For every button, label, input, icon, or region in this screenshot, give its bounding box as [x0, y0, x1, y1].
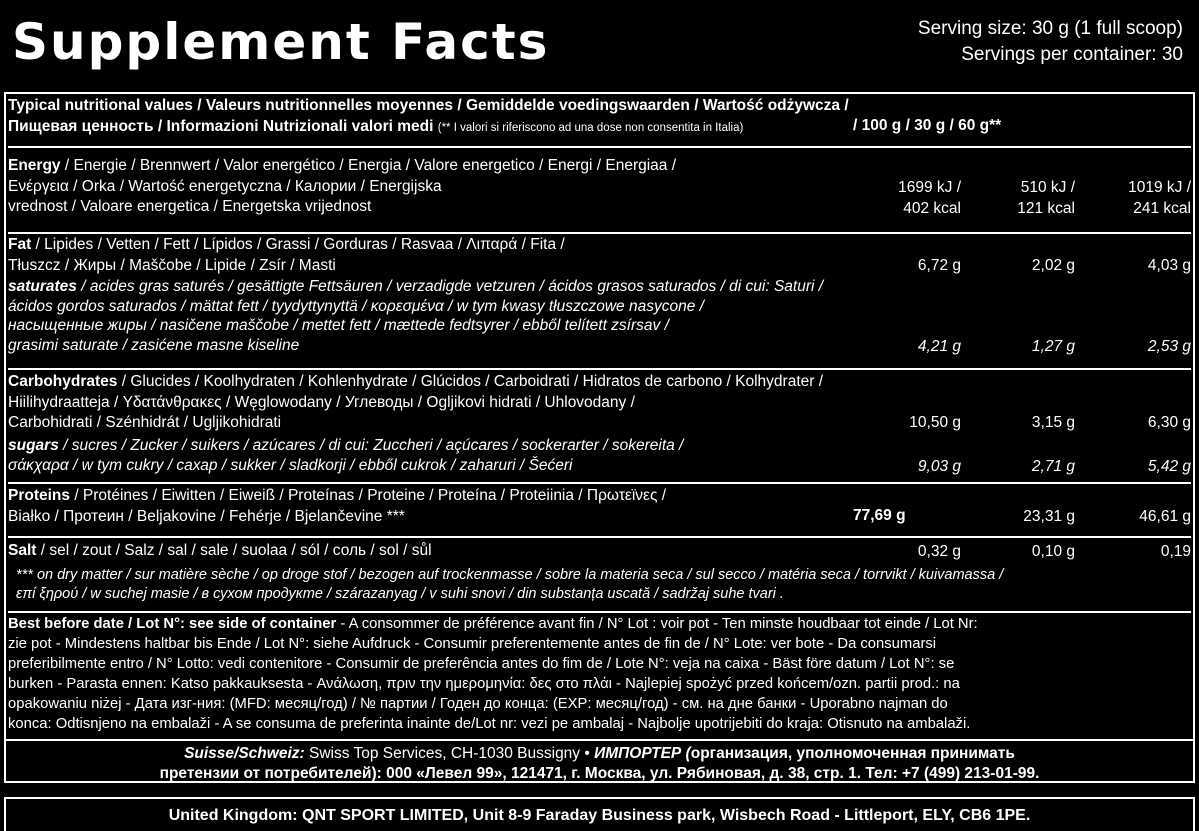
carbs-100g: 10,50 g: [909, 413, 961, 431]
header-line-2: Пищевая ценность / Informazioni Nutrizionali valori medi: [8, 117, 434, 135]
header-line-1: Typical nutritional values / Valeurs nutritionnelles moyennes / Gemiddelde voedingswaarden / Wartość odżywcza /: [8, 97, 849, 114]
salt-100g: 0,32 g: [917, 542, 961, 560]
dry-note-line-2: επί ξηρού / w suchej masie / в сухом продукте / szárazanyag / v suhi snovi / din substanța uscată / sadržaj suhe tvari .: [16, 586, 784, 602]
energy-kj-30g: 510 kJ /: [1020, 178, 1075, 196]
row-saturates: [6, 277, 1193, 357]
divider: [8, 611, 1191, 613]
salt-30g: 0,10 g: [1031, 542, 1075, 560]
fat-100g: 6,72 g: [917, 256, 961, 274]
page-title: Supplement Facts: [12, 13, 550, 71]
carbs-line-2: Hiilihydraatteja / Υδατάνθρακες / Węglowodany / Углеводы / Ogljikovi hidrati / Uhlovodany /: [8, 393, 635, 411]
importer-ru-line-1: организация, уполномоченная принимать: [690, 745, 1015, 762]
importer-ru-line-2: претензии от потребителей): 000 «Левел 99», 121471, г. Москва, ул. Рябиновая, д. 38, стр. 1. Тел: +7 (499) 213-01-99.: [159, 765, 1040, 782]
energy-line-1: / Energie / Brennwert / Valor energético / Energia / Valore energetico / Energi / Energiaa /: [60, 157, 677, 174]
proteins-30g: 23,31 g: [1023, 507, 1075, 525]
energy-kj-100g: 1699 kJ /: [898, 178, 961, 196]
salt-name: Salt: [8, 542, 37, 559]
table-header: [6, 96, 1193, 138]
best-before-line-5: opakowaniu niżej - Дата изг-ния: (MFD: месяц/год) / № партии / Годен до конца: (EXP: месяц/год) - см. на дне банки - Uporabno najman do: [8, 696, 948, 712]
best-before-title: Best before date / Lot N°: see side of container: [8, 616, 337, 632]
sugars-60g: 5,42 g: [1147, 457, 1191, 475]
carbs-60g: 6,30 g: [1147, 413, 1191, 431]
divider: [8, 232, 1191, 234]
saturates-line-1: / acides gras saturés / gesättigte Fettsäuren / verzadigde vetzuren / ácidos grasos saturados / di cui: Saturi /: [76, 278, 824, 295]
best-before-line-4: burken - Parasta ennen: Katso pakkauksesta - Ανάλωση, πριν την ημερομηνία: δες στο πλάι - Najlepiej spożyć przed końcem/ozn. partii prod.: na: [8, 676, 960, 692]
saturates-30g: 1,27 g: [1031, 337, 1075, 355]
fat-line-2: Tłuszcz / Жиры / Maščobe / Lipide / Zsír / Masti: [8, 256, 336, 274]
col-30g: / 30 g: [905, 117, 946, 134]
divider: [8, 536, 1191, 538]
energy-kcal-60g: 241 kcal: [1133, 199, 1191, 217]
carbs-name: Carbohydrates: [8, 373, 118, 390]
energy-kcal-30g: 121 kcal: [1017, 199, 1075, 217]
importer-ru-label: ИМПОРТЕР (: [594, 745, 691, 762]
sugars-line-1: / sucres / Zucker / suikers / azúcares / di cui: Zuccheri / açúcares / sockerarter / sokereita /: [58, 437, 684, 454]
saturates-60g: 2,53 g: [1147, 337, 1191, 355]
best-before-line-2: zie pot - Mindestens haltbar bis Ende / Lot N°: siehe Aufdruck - Consumir preferentemente antes de fin de / N° Lote: ver bote - Da consumarsi: [8, 636, 937, 652]
salt-line-1: / sel / zout / Salz / sal / sale / suolaa / sól / соль / sol / sůl: [36, 542, 432, 559]
sugars-30g: 2,71 g: [1031, 457, 1075, 475]
swiss-label: Suisse/Schweiz:: [184, 745, 305, 762]
best-before-line-3: preferibilmente entro / N° Lotto: vedi contenitore - Consumir de preferência antes do fim de / Lote N°: veja na caixa - Bäst före datum / Lot N°: se: [8, 656, 955, 672]
swiss-address: Swiss Top Services, CH-1030 Bussigny •: [304, 745, 595, 762]
fat-30g: 2,02 g: [1031, 256, 1075, 274]
carbs-line-3: Carbohidrati / Szénhidrát / Ugljikohidrati: [8, 414, 282, 431]
saturates-100g: 4,21 g: [917, 337, 961, 355]
sugars-name: sugars: [8, 437, 59, 454]
serving-info: [918, 16, 1183, 68]
row-proteins: [6, 486, 1193, 528]
energy-name: Energy: [8, 157, 61, 174]
sugars-100g: 9,03 g: [917, 457, 961, 475]
fat-name: Fat: [8, 236, 32, 253]
dry-matter-note: [16, 566, 1193, 604]
best-before-line-1: - A consommer de préférence avant fin / N° Lot : voir pot - Ten minste houdbaar tot einde / Lot Nr:: [336, 616, 978, 632]
row-sugars: [6, 436, 1193, 477]
uk-info: United Kingdom: QNT SPORT LIMITED, Unit 8-9 Faraday Business park, Wisbech Road - Littleport, ELY, CB6 1PE.: [168, 807, 1031, 824]
energy-kcal-100g: 402 kcal: [903, 199, 961, 217]
col-60g: / 60 g**: [949, 117, 1002, 134]
proteins-name: Proteins: [8, 487, 71, 504]
fat-line-1: / Lipides / Vetten / Fett / Lípidos / Grassi / Gorduras / Rasvaa / Λιπαρά / Fita /: [31, 236, 565, 253]
proteins-line-1: / Protéines / Eiwitten / Eiweiß / Proteínas / Proteine / Proteína / Proteiinia / Πρωτεϊνες /: [70, 487, 667, 504]
divider: [8, 146, 1191, 148]
header-note: (** I valori si riferiscono ad una dose non consentita in Italia): [437, 121, 744, 134]
divider: [8, 368, 1191, 370]
serving-size: Serving size: 30 g (1 full scoop): [917, 18, 1183, 39]
saturates-line-4: grasimi saturate / zasićene masne kiseline: [8, 336, 300, 354]
servings-per-container: Servings per container: 30: [961, 44, 1183, 65]
carbs-30g: 3,15 g: [1031, 413, 1075, 431]
saturates-name: saturates: [8, 278, 77, 295]
importer-info: [4, 744, 1195, 784]
energy-line-2: Ενέργεια / Orka / Wartość energetyczna / Калории / Energijska: [8, 177, 442, 195]
row-salt: [6, 541, 1193, 563]
sugars-line-2: σάκχαρα / w tym cukry / сахар / sukker / sladkorji / ebből cukrok / zaharuri / Šećeri: [8, 456, 573, 474]
dry-note-line-1: *** on dry matter / sur matière sèche / op droge stof / bezogen auf trockenmasse / sobre la materia seca / sul secco / matéria seca / torrvikt / kuivamassa /: [16, 567, 1004, 583]
salt-60g: 0,19: [1160, 542, 1191, 560]
row-energy: [6, 156, 1193, 220]
proteins-60g: 46,61 g: [1139, 507, 1191, 525]
col-100g: / 100 g: [853, 117, 902, 134]
divider: [8, 482, 1191, 484]
best-before-line-6: konca: Odtisnjeno na embalaži - A se consuma de preferinta inainte de/Lot nr: vezi pe ambalaj - Najbolje upotrijebiti do kraja: Otisnuto na ambalaži.: [8, 716, 971, 732]
proteins-100g: 77,69 g: [853, 507, 906, 524]
row-carbohydrates: [6, 372, 1193, 434]
fat-60g: 4,03 g: [1147, 256, 1191, 274]
energy-kj-60g: 1019 kJ /: [1128, 178, 1191, 196]
carbs-line-1: / Glucides / Koolhydraten / Kohlenhydrate / Glúcidos / Carboidrati / Hidratos de carbono / Kolhydrater /: [117, 373, 824, 390]
saturates-line-2: ácidos gordos saturados / mättat fett / tyydyttynyttä / κορεσμένα / w tym kwasy tłuszczowe nasycone /: [8, 297, 704, 315]
row-fat: [6, 235, 1193, 277]
proteins-line-2: Białko / Протеин / Beljakovine / Fehérje / Bjelančevine ***: [8, 507, 405, 525]
energy-line-3: vrednost / Valoare energetica / Energetska vrijednost: [8, 198, 372, 215]
saturates-line-3: насыщенные жиры / nasičene maščobe / mettet fett / mættede fedtsyrer / ebből telített zsírsav /: [8, 317, 669, 334]
